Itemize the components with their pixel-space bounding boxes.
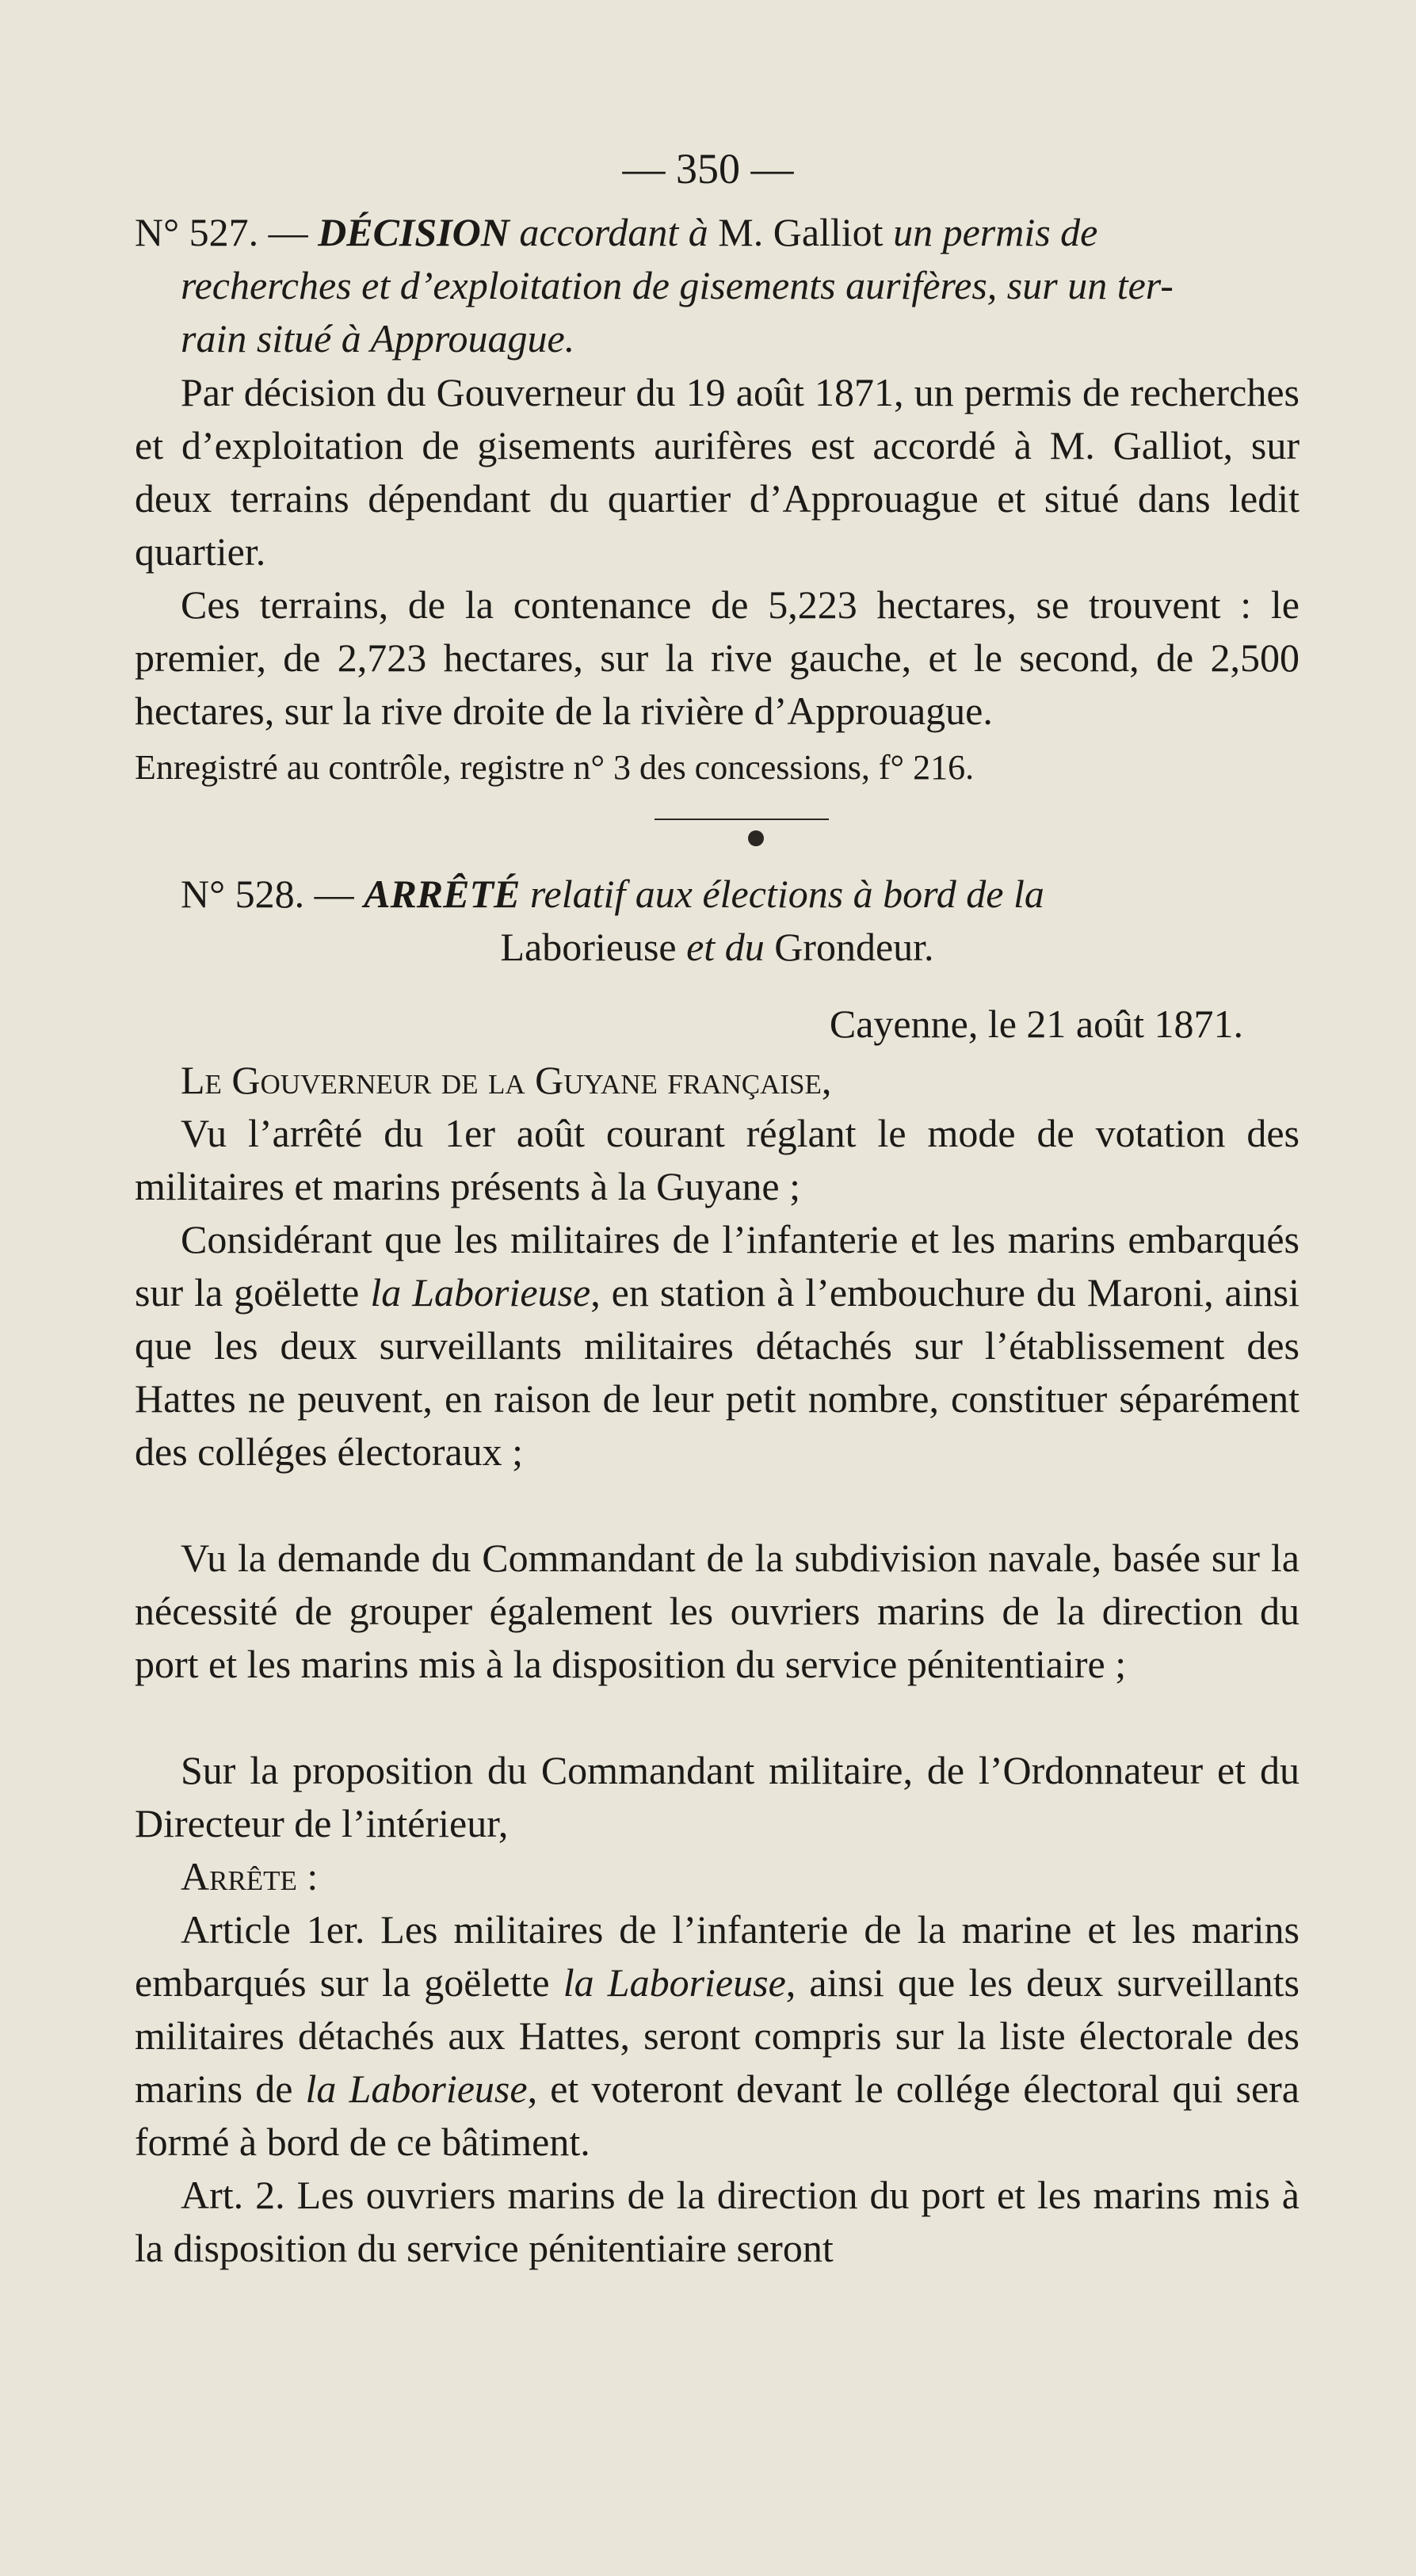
- decision-527-title-part: un permis de: [883, 210, 1098, 254]
- ship-name: la Laborieuse: [370, 1270, 591, 1315]
- article-1: [135, 1903, 1300, 2169]
- title-part: du: [724, 925, 765, 969]
- governor-line: Le Gouverneur de la Guyane française,: [181, 1058, 832, 1102]
- vu-clause: Vu l’arrêté du 1er août courant réglant le mode de votation des militaires et marins présents à la Guyane ;: [135, 1111, 1300, 1208]
- decision-527-paragraph: Par décision du Gouverneur du 19 août 1871, un permis de recherches et d’exploitation de gisements aurifères est accordé à M. Galliot, sur deux terrains dépendant du quartier d’Approuague et situé dans ledit quartier.: [135, 370, 1300, 574]
- decision-527-title-line: recherches et d’exploitation de gisements aurifères, sur un ter-: [181, 263, 1174, 307]
- title-dash: —: [304, 872, 364, 916]
- arrete-528-kind: ARRÊTÉ: [364, 872, 521, 916]
- clause-text: Considérant que les militaires de l’infanterie et les marins embarqués sur la goëlette: [135, 1217, 1300, 1315]
- section-divider: [655, 819, 829, 820]
- sur-clause: Sur la proposition du Commandant militaire, de l’Ordonnateur et du Directeur de l’intérieur,: [135, 1748, 1300, 1845]
- ship-name: Grondeur.: [764, 925, 934, 969]
- ornament-dot-icon: [748, 830, 764, 846]
- article-text: Article 1er. Les militaires de l’infanterie de la marine et les marins embarqués sur la goëlette: [135, 1907, 1300, 2005]
- decision-527-title-line: rain situé à Approuague.: [181, 316, 575, 361]
- decision-527-paragraph: Ces terrains, de la contenance de 5,223 hectares, se trouvent : le premier, de 2,723 hectares, sur la rive gauche, et le second, de 2,500 hectares, sur la rive droite de la rivière d’Approuague.: [135, 582, 1300, 733]
- arrete-528-number: N° 528.: [181, 872, 305, 916]
- ship-name: la Laborieuse: [305, 2067, 528, 2111]
- vu-clause: Vu la demande du Commandant de la subdivision navale, basée sur la nécessité de grouper également les ouvriers marins de la direction du port et les marins mis à la disposition du service pénitentiaire ;: [135, 1536, 1300, 1686]
- article-text: , ainsi que les deux surveillants militaires détachés aux Hattes, seront compris sur la liste électorale des marins de: [135, 1960, 1300, 2111]
- article-2: Art. 2. Les ouvriers marins de la direction du port et les marins mis à la disposition du service pénitentiaire seront: [135, 2173, 1300, 2270]
- decision-527-number: N° 527.: [135, 210, 259, 254]
- ship-name: la Laborieuse: [563, 1960, 786, 2005]
- decision-527-registration: Enregistré au contrôle, registre n° 3 des concessions, f° 216.: [135, 748, 975, 787]
- decision-527-title: [135, 206, 1300, 365]
- arrete-528-title-line2: [135, 921, 1300, 974]
- considerant-clause: [135, 1213, 1300, 1479]
- title-dash: —: [258, 210, 319, 254]
- place-date: Cayenne, le 21 août 1871.: [829, 1002, 1243, 1046]
- arrete-heading: Arrête :: [181, 1854, 319, 1899]
- arrete-528-title: [135, 868, 1300, 921]
- clause-text: , en station à l’embouchure du Maroni, ainsi que les deux surveillants militaires détachés sur l’établissement des Hattes ne peuvent, en raison de leur petit nombre, constituer séparément des colléges électoraux ;: [135, 1270, 1300, 1474]
- decision-527-title-part: accordant à: [509, 210, 719, 254]
- arrete-528-title-part: relatif aux élections à bord de la: [520, 872, 1044, 916]
- page-number: — 350 —: [622, 145, 794, 193]
- decision-527-title-name: M. Galliot: [718, 210, 884, 254]
- article-text: , et voteront devant le collége électoral qui sera formé à bord de ce bâtiment.: [135, 2067, 1300, 2164]
- decision-527-kind: DÉCISION: [318, 210, 510, 254]
- title-part: et: [676, 925, 725, 969]
- ship-name: Laborieuse: [500, 925, 677, 969]
